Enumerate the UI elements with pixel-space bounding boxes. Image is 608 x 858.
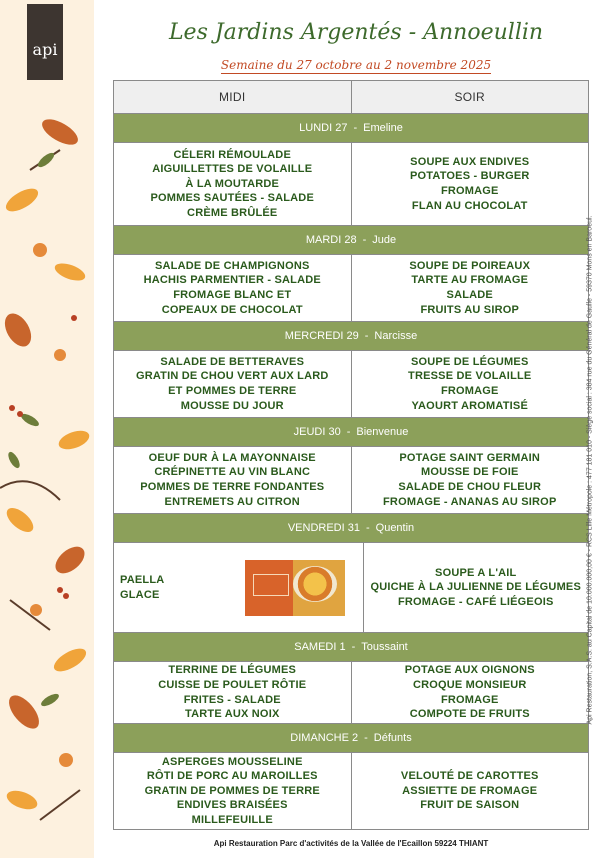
- day-separator: -: [362, 234, 367, 246]
- week-subtitle: [112, 58, 600, 72]
- dish-line: CRÈME BRÛLÉE: [187, 206, 278, 219]
- meal-row: [114, 255, 588, 322]
- midi-menu-cell: [114, 255, 352, 321]
- dish-line: FROMAGE: [440, 693, 499, 706]
- column-header-midi: MIDI: [114, 81, 352, 113]
- dish-line: SOUPE DE LÉGUMES: [411, 355, 529, 368]
- midi-menu-cell: [114, 753, 352, 829]
- saint-name: Narcisse: [374, 330, 418, 342]
- legal-notice: Api Restauration, S.A.S. au Capital de 10.000.000,00 € - RCS Lille Métropole : 477 181 010 - Siège social : 384 rue du Général de Gaulle - 59370 Mons en Baroeul.: [586, 215, 594, 725]
- day-separator: -: [364, 330, 369, 342]
- dish-line: ENDIVES BRAISÉES: [176, 799, 288, 812]
- dish-line: CÉLERI RÉMOULADE: [173, 148, 291, 161]
- soir-menu-cell: [352, 255, 589, 321]
- dish-line: QUICHE À LA JULIENNE DE LÉGUMES: [370, 581, 582, 594]
- midi-menu-cell: [114, 447, 352, 513]
- dish-line: TRESSE DE VOLAILLE: [408, 370, 532, 383]
- dish-line: ET POMMES DE TERRE: [168, 385, 297, 397]
- page-title: Les Jardins Argentés - Annoeullin: [168, 20, 544, 45]
- dish-line: COMPOTE DE FRUITS: [409, 708, 530, 721]
- day-separator: -: [351, 641, 356, 653]
- soir-menu-cell: [352, 351, 589, 417]
- day-name: SAMEDI 1: [294, 641, 346, 653]
- column-header-row: [114, 81, 588, 114]
- dish-line: FLAN AU CHOCOLAT: [411, 199, 528, 212]
- dish-line: CRÉPINETTE AU VIN BLANC: [154, 466, 311, 479]
- dish-line: MOUSSE DU JOUR: [180, 399, 284, 412]
- soir-menu-cell: [352, 143, 589, 225]
- dish-line: GRATIN DE POMMES DE TERRE: [144, 784, 320, 797]
- dish-line: SALADE DE CHAMPIGNONS: [154, 259, 310, 272]
- soir-menu-cell: [352, 447, 589, 513]
- dish-line: AIGUILLETTES DE VOLAILLE: [152, 163, 313, 176]
- dish-line: COPEAUX DE CHOCOLAT: [161, 303, 303, 316]
- dish-line: HACHIS PARMENTIER - SALADE: [143, 274, 321, 287]
- meal-row: [114, 753, 588, 829]
- theme-card: [253, 574, 289, 596]
- dish-line: FROMAGE - CAFÉ LIÉGEOIS: [397, 595, 554, 608]
- dish-line: TERRINE DE LÉGUMES: [168, 664, 297, 677]
- dish-line: POMMES DE TERRE FONDANTES: [140, 481, 325, 493]
- dish-line: GLACE: [120, 588, 160, 601]
- dish-line: CROQUE MONSIEUR: [412, 678, 527, 691]
- day-name: DIMANCHE 2: [290, 732, 359, 744]
- saint-name: Toussaint: [361, 641, 408, 653]
- midi-menu-cell: [114, 351, 352, 417]
- dish-line: FRITES - SALADE: [183, 693, 281, 706]
- dish-line: FROMAGE BLANC ET: [173, 289, 292, 301]
- soir-menu-cell: [352, 662, 589, 723]
- soir-menu-cell: [352, 753, 589, 829]
- dish-line: ASSIETTE DE FROMAGE: [402, 784, 538, 797]
- dish-line: FRUITS AU SIROP: [420, 303, 520, 316]
- dish-line: POTAGE SAINT GERMAIN: [399, 451, 541, 464]
- dish-line: SOUPE A L'AIL: [435, 566, 517, 579]
- meal-row: [114, 662, 588, 724]
- dish-line: PAELLA: [120, 573, 165, 586]
- midi-menu-cell: [114, 662, 352, 723]
- dish-line: YAOURT AROMATISÉ: [411, 399, 528, 412]
- day-header: [114, 633, 588, 662]
- meal-row: [114, 143, 588, 226]
- dish-line: VELOUTÉ DE CAROTTES: [400, 770, 539, 783]
- dish-line: POTATOES - BURGER: [409, 170, 530, 183]
- day-header: [114, 514, 588, 543]
- day-header: [114, 114, 588, 143]
- day-header: [114, 322, 588, 351]
- dish-line: TARTE AUX NOIX: [185, 708, 280, 721]
- day-header: [114, 418, 588, 447]
- dish-line: FROMAGE: [440, 385, 499, 397]
- days-container: [114, 114, 588, 829]
- paella-theme-image: [245, 560, 345, 616]
- dish-line: ASPERGES MOUSSELINE: [161, 755, 303, 768]
- day-header: [114, 724, 588, 753]
- saint-name: Jude: [372, 234, 397, 246]
- dish-line: TARTE AU FROMAGE: [411, 274, 529, 287]
- day-name: JEUDI 30: [293, 426, 341, 438]
- logo-text: api: [32, 40, 58, 59]
- dish-line: POTAGE AUX OIGNONS: [404, 664, 535, 677]
- autumn-leaves-sidebar: [0, 0, 94, 858]
- week-range: Semaine du 27 octobre au 2 novembre 2025: [220, 58, 492, 72]
- dish-line: SALADE DE BETTERAVES: [160, 355, 305, 368]
- day-name: VENDREDI 31: [287, 522, 360, 534]
- dish-line: FROMAGE - ANANAS AU SIROP: [383, 495, 557, 508]
- paella-plate: [293, 566, 337, 602]
- dish-line: SALADE DE CHOU FLEUR: [398, 481, 542, 493]
- day-header: [114, 226, 588, 255]
- dish-line: POMMES SAUTÉES - SALADE: [150, 192, 314, 205]
- dish-line: GRATIN DE CHOU VERT AUX LARD: [135, 370, 329, 383]
- dish-line: SOUPE DE POIREAUX: [409, 259, 531, 272]
- dish-line: OEUF DUR À LA MAYONNAISE: [148, 451, 316, 464]
- api-logo: [27, 4, 63, 80]
- weekly-menu-table: [113, 80, 589, 830]
- meal-row: [114, 543, 588, 633]
- dish-line: MILLEFEUILLE: [191, 813, 273, 826]
- saint-name: Emeline: [363, 122, 403, 134]
- dish-line: MOUSSE DE FOIE: [420, 466, 519, 479]
- dish-line: RÔTI DE PORC AU MAROILLES: [146, 770, 318, 783]
- day-separator: -: [346, 426, 351, 438]
- footer-address: Api Restauration Parc d'activités de la Vallée de l'Ecaillon 59224 THIANT: [213, 839, 489, 848]
- day-separator: -: [353, 122, 358, 134]
- saint-name: Défunts: [373, 732, 412, 744]
- autumn-leaves-decoration: [0, 0, 94, 858]
- meal-row: [114, 447, 588, 514]
- saint-name: Quentin: [375, 522, 415, 534]
- dish-line: CUISSE DE POULET RÔTIE: [158, 678, 307, 691]
- dish-line: FROMAGE: [440, 185, 499, 197]
- midi-dishes: [120, 573, 164, 602]
- day-name: MERCREDI 29: [284, 330, 359, 342]
- day-name: MARDI 28: [305, 234, 357, 246]
- meal-row: [114, 351, 588, 418]
- dish-line: ENTREMETS AU CITRON: [164, 495, 300, 508]
- saint-name: Bienvenue: [356, 426, 409, 438]
- day-name: LUNDI 27: [299, 122, 348, 134]
- midi-menu-cell: [114, 143, 352, 225]
- day-separator: -: [364, 732, 368, 744]
- soir-menu-cell: [364, 543, 589, 632]
- dish-line: FRUIT DE SAISON: [420, 799, 520, 812]
- dish-line: SOUPE AUX ENDIVES: [410, 155, 530, 168]
- day-separator: -: [365, 522, 370, 534]
- midi-menu-cell: [114, 543, 364, 632]
- column-header-soir: SOIR: [454, 90, 486, 104]
- dish-line: SALADE: [446, 289, 493, 301]
- dish-line: À LA MOUTARDE: [185, 177, 280, 190]
